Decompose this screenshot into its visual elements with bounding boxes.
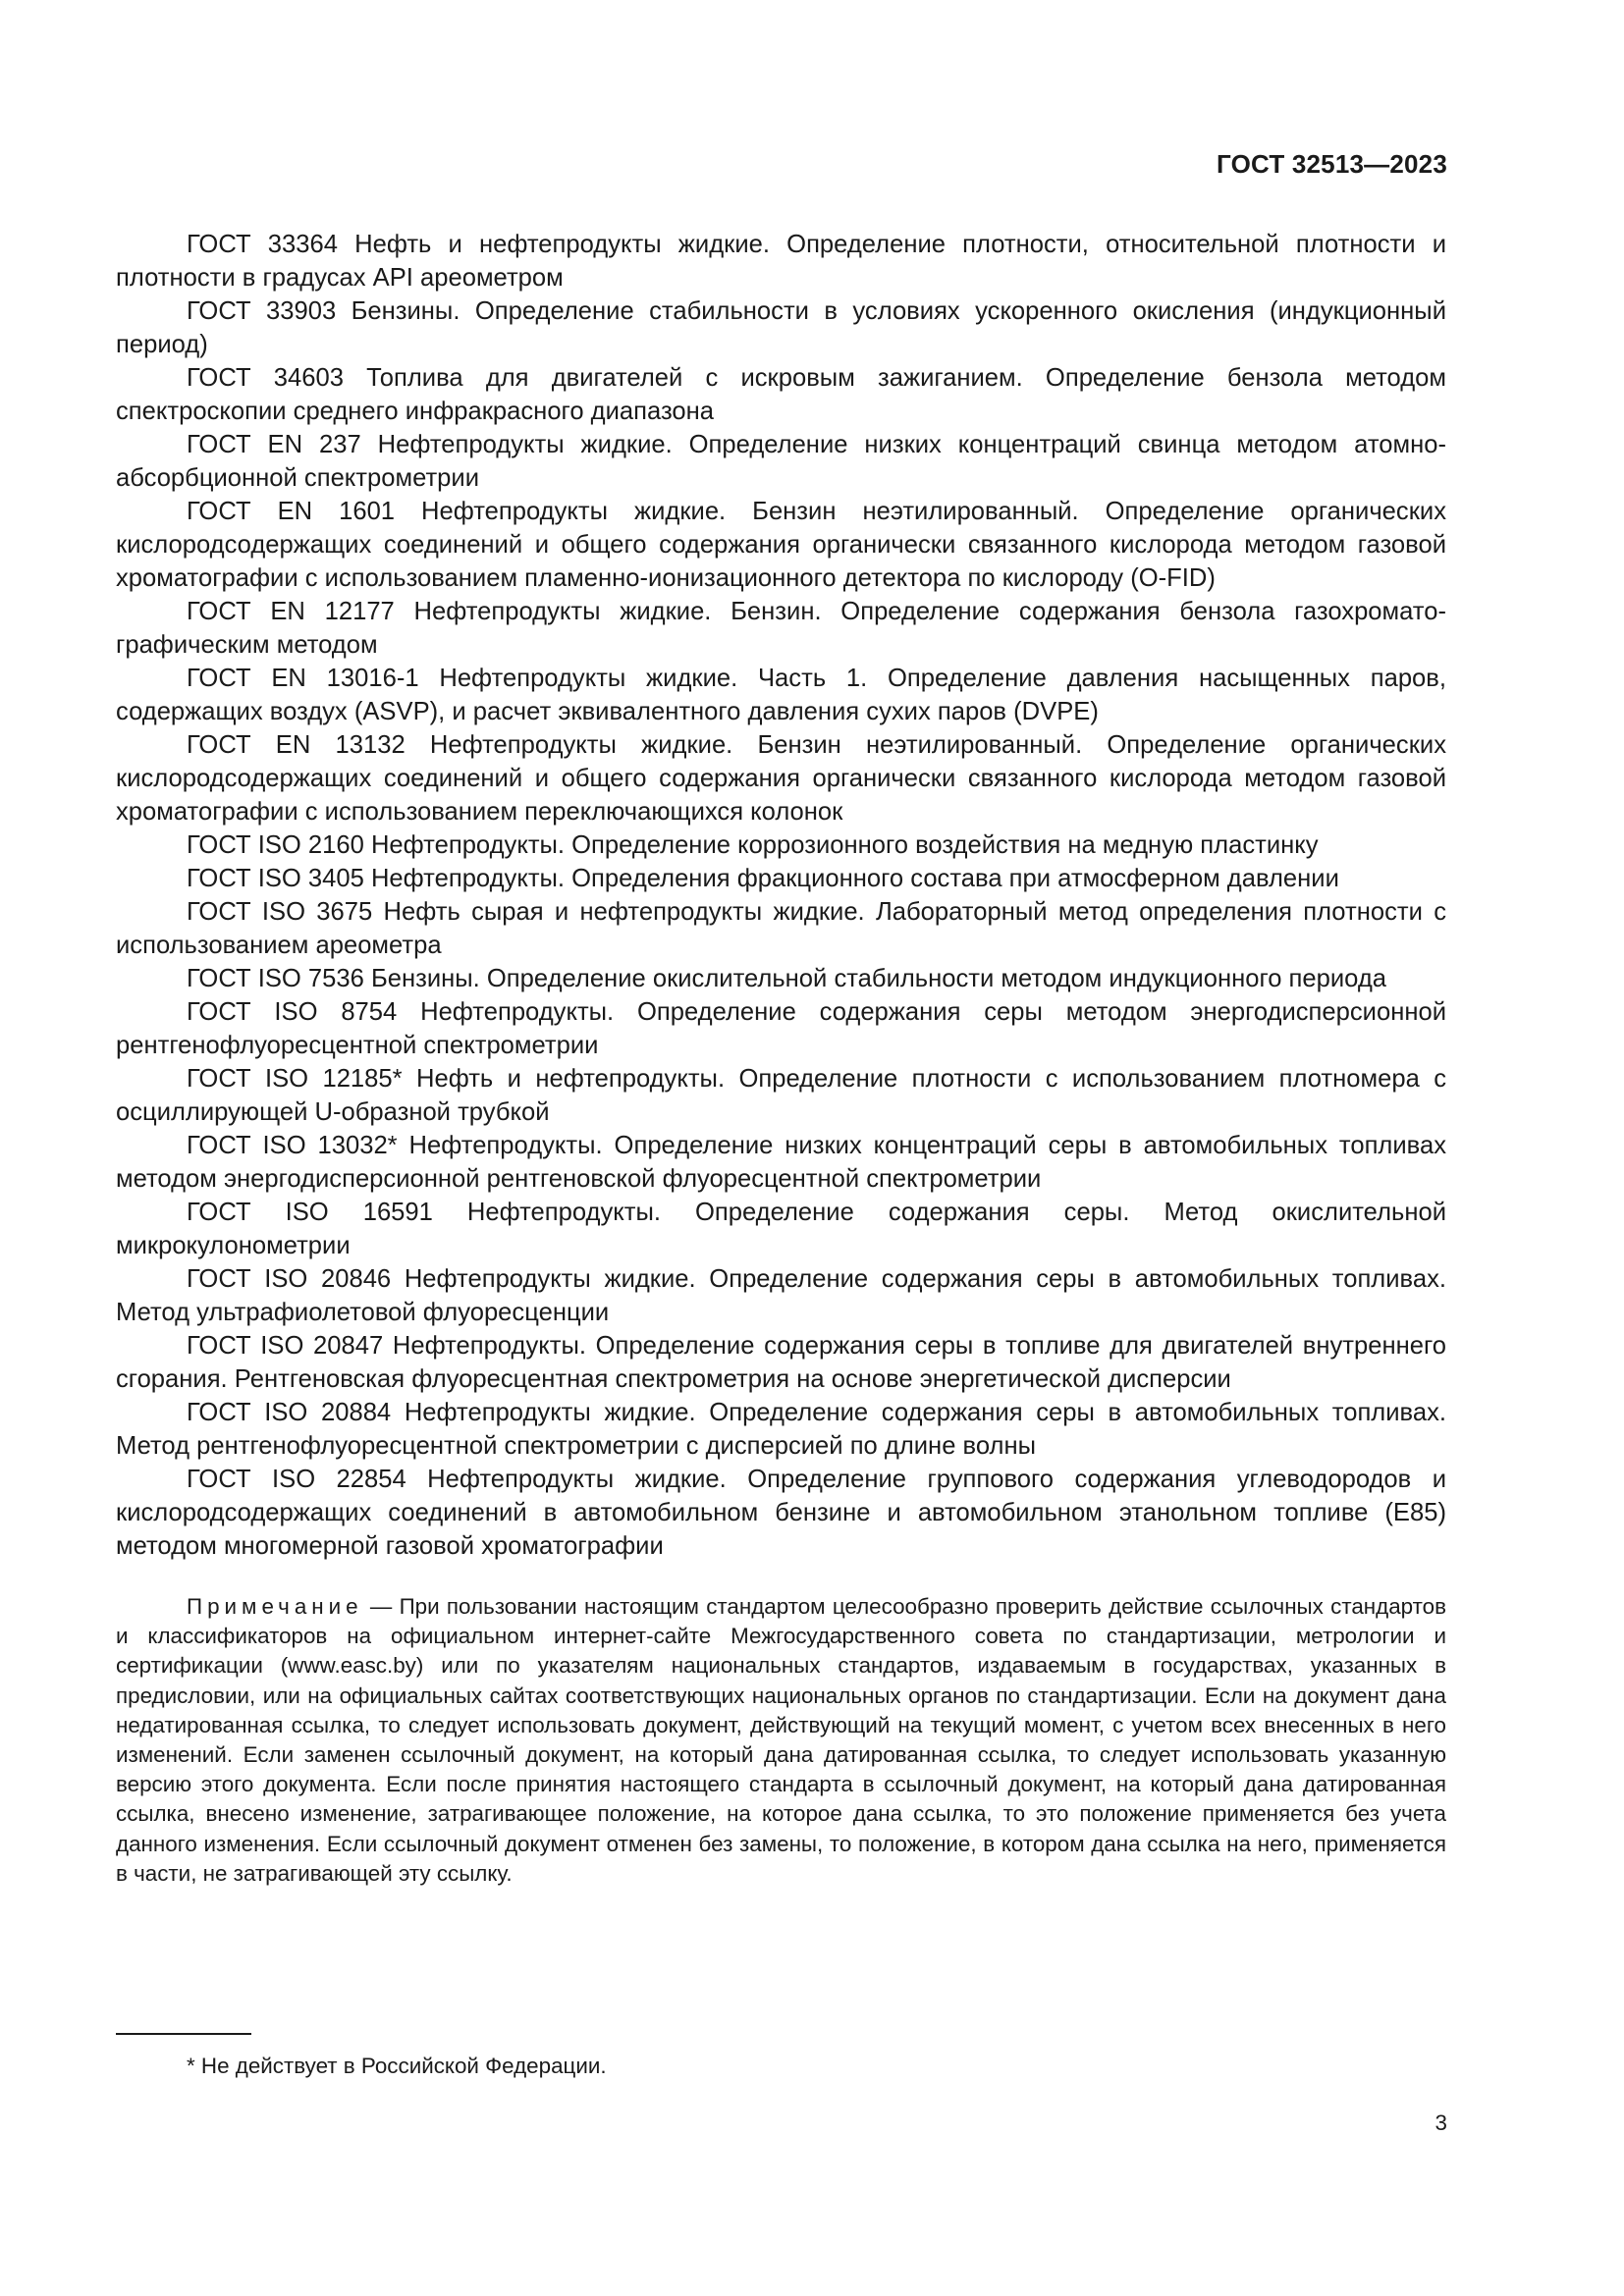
- reference-item: ГОСТ EN 13132 Нефтепродукты жидкие. Бензин неэтилированный. Определение органических кислородсодержащих соединений и общего содержания органически связанного кислорода методом газовой хроматографии с использованием переключающихся колонок: [116, 731, 1446, 826]
- reference-item: ГОСТ 33903 Бензины. Определение стабильности в условиях ускоренного окисления (индукционный период): [116, 297, 1446, 358]
- normative-references: [116, 228, 1446, 1889]
- footnote: * Не действует в Российской Федерации.: [187, 2054, 607, 2078]
- reference-item: ГОСТ EN 12177 Нефтепродукты жидкие. Бензин. Определение содержания бензола газохроматографическим методом: [116, 598, 1446, 659]
- page-number: 3: [1435, 2110, 1447, 2135]
- reference-item: ГОСТ ISO 8754 Нефтепродукты. Определение содержания серы методом энергодисперсионной рентгенофлуоресцентной спектрометрии: [116, 998, 1446, 1059]
- reference-item: ГОСТ ISO 3405 Нефтепродукты. Определения фракционного состава при атмосферном давлении: [187, 865, 1339, 892]
- reference-item: ГОСТ EN 237 Нефтепродукты жидкие. Определение низких концентраций свинца методом атомно-абсорбционной спектрометрии: [116, 431, 1446, 492]
- reference-item: ГОСТ ISO 22854 Нефтепродукты жидкие. Определение группового содержания углеводородов и кислородсодержащих соединений в автомобильном бензине и автомобильном этанольном топливе (E85) методом многомерной газовой хроматографии: [116, 1466, 1446, 1560]
- reference-item: ГОСТ ISO 20847 Нефтепродукты. Определение содержания серы в топливе для двигателей внутреннего сгорания. Рентгеновская флуоресцентная спектрометрия на основе энергетической дисперсии: [116, 1332, 1446, 1393]
- reference-item: ГОСТ ISO 12185* Нефть и нефтепродукты. Определение плотности с использованием плотномера с осциллирующей U-образной трубкой: [116, 1065, 1446, 1126]
- note-text: — При пользовании настоящим стандартом целесообразно проверить действие ссылочных стандартов и классификаторов на официальном интернет-сайте Межгосударственного совета по стандартизации, метрологии и сертификации (www.easc.by) или по указателям национальных стандартов, издаваемым в государствах, указанных в предисловии, или на официальных сайтах соответствующих национальных органов по стандартизации. Если на документ дана недатированная ссылка, то следует использовать документ, действующий на текущий момент, с учетом всех внесенных в него изменений. Если заменен ссылочный документ, на который дана датированная ссылка, то следует использовать указанную версию этого документа. Если после принятия настоящего стандарта в ссылочный документ, на который дана датированная ссылка, внесено изменение, затрагивающее положение, на которое дана ссылка, то это положение применяется без учета данного изменения. Если ссылочный документ отменен без замены, то положение, в котором дана ссылка на него, применяется в части, не затрагивающей эту ссылку.: [116, 1594, 1446, 1886]
- reference-item: ГОСТ ISO 20846 Нефтепродукты жидкие. Определение содержания серы в автомобильных топливах. Метод ультрафиолетовой флуоресценции: [116, 1265, 1446, 1326]
- note-label: Примечание: [187, 1594, 363, 1619]
- reference-item: ГОСТ ISO 3675 Нефть сырая и нефтепродукты жидкие. Лабораторный метод определения плотности с использованием ареометра: [116, 898, 1446, 959]
- reference-item: ГОСТ 33364 Нефть и нефтепродукты жидкие. Определение плотности, относительной плотности и плотности в градусах API ареометром: [116, 231, 1446, 292]
- note-paragraph: [116, 1592, 1446, 1889]
- reference-item: ГОСТ ISO 2160 Нефтепродукты. Определение коррозионного воздействия на медную пластинку: [187, 831, 1319, 859]
- reference-item: ГОСТ 34603 Топлива для двигателей с искровым зажиганием. Определение бензола методом спектроскопии среднего инфракрасного диапазона: [116, 364, 1446, 425]
- reference-item: ГОСТ EN 13016-1 Нефтепродукты жидкие. Часть 1. Определение давления насыщенных паров, содержащих воздух (ASVP), и расчет эквивалентного давления сухих паров (DVPE): [116, 665, 1446, 725]
- reference-item: ГОСТ ISO 13032* Нефтепродукты. Определение низких концентраций серы в автомобильных топливах методом энергодисперсионной рентгеновской флуоресцентной спектрометрии: [116, 1132, 1446, 1193]
- reference-item: ГОСТ ISO 20884 Нефтепродукты жидкие. Определение содержания серы в автомобильных топливах. Метод рентгенофлуоресцентной спектрометрии с дисперсией по длине волны: [116, 1399, 1446, 1460]
- footnote-divider: [116, 2033, 251, 2035]
- reference-item: ГОСТ EN 1601 Нефтепродукты жидкие. Бензин неэтилированный. Определение органических кислородсодержащих соединений и общего содержания органически связанного кислорода методом газовой хроматографии с использованием пламенно-ионизационного детектора по кислороду (O-FID): [116, 498, 1446, 592]
- reference-item: ГОСТ ISO 16591 Нефтепродукты. Определение содержания серы. Метод окислительной микрокулонометрии: [116, 1199, 1446, 1259]
- document-header: ГОСТ 32513—2023: [1217, 149, 1447, 179]
- reference-item: ГОСТ ISO 7536 Бензины. Определение окислительной стабильности методом индукционного периода: [187, 965, 1387, 992]
